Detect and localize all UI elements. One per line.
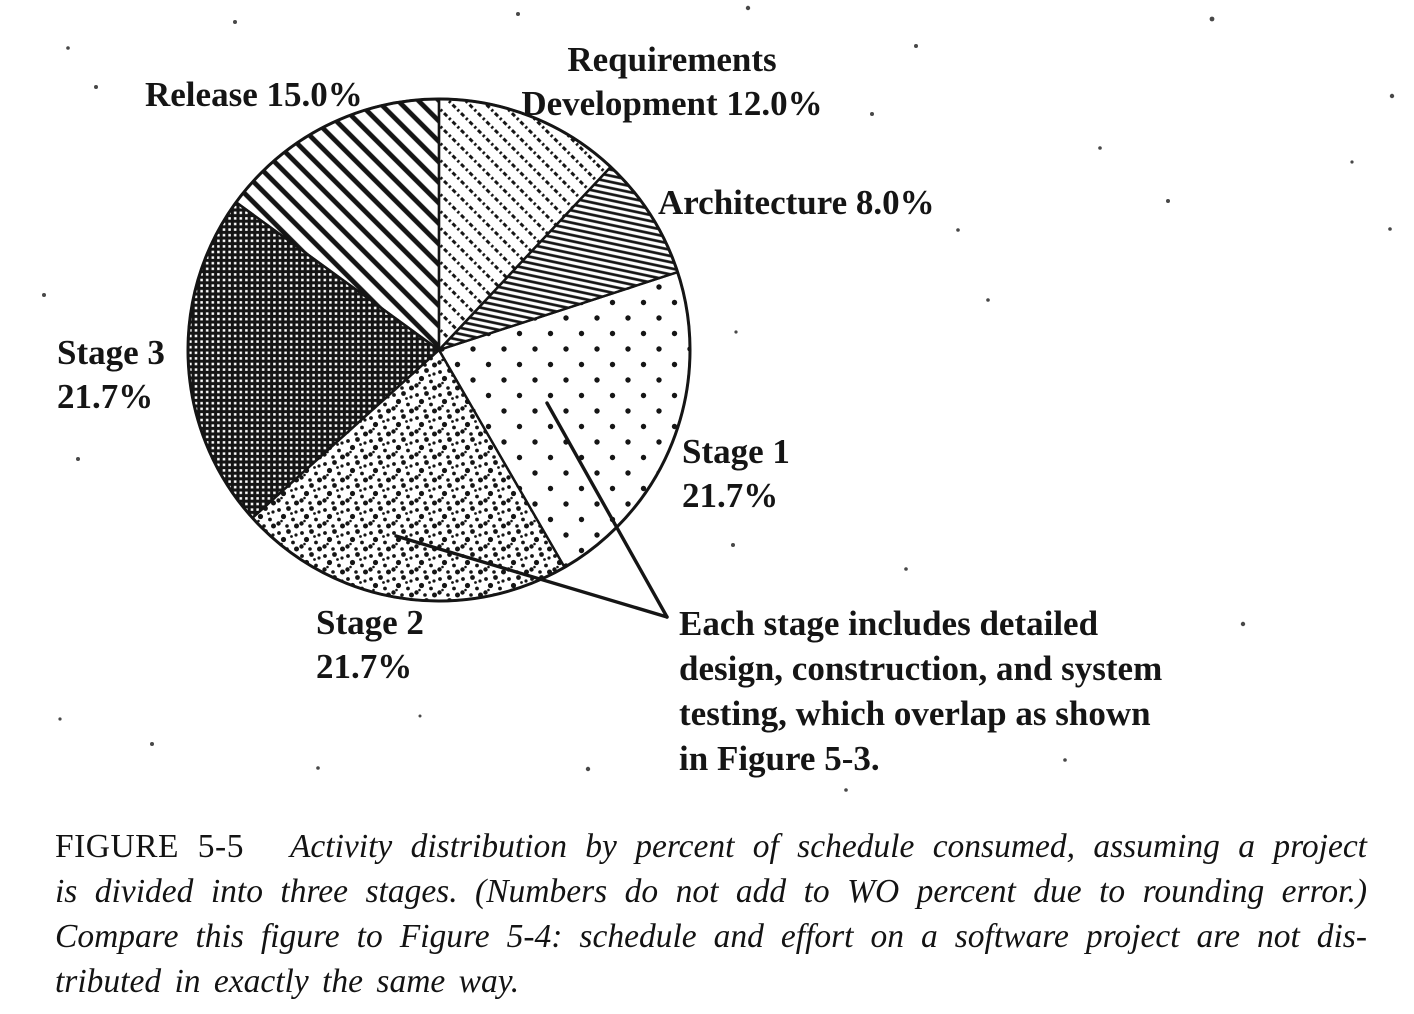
speckle-dot — [1350, 160, 1353, 163]
speckle-dot — [844, 788, 848, 792]
label-requirements-line2: Development 12.0% — [521, 84, 823, 123]
stage-annotation — [679, 601, 1162, 781]
caption-line-4: tributed in exactly the same way. — [55, 963, 520, 1000]
speckle-dot — [914, 44, 918, 48]
speckle-dot — [1241, 622, 1245, 626]
speckle-dot — [94, 85, 98, 89]
label-requirements-line1: Requirements — [567, 40, 777, 79]
label-stage1-line2: 21.7% — [682, 476, 779, 515]
speckle-dot — [58, 717, 61, 720]
label-stage-2 — [316, 601, 424, 689]
figure-number: FIGURE 5-5 — [55, 828, 244, 865]
speckle-dot — [42, 293, 46, 297]
label-stage2-line1: Stage 2 — [316, 603, 424, 642]
speckle-dot — [1098, 146, 1102, 150]
label-stage-1 — [682, 430, 790, 518]
annotation-line: design, construction, and system — [679, 649, 1163, 688]
label-requirements-development — [498, 38, 846, 126]
speckle-dot — [904, 567, 908, 571]
annotation-line: testing, which overlap as shown — [679, 694, 1151, 733]
label-stage3-line2: 21.7% — [57, 377, 154, 416]
annotation-line: Each stage includes detailed — [679, 604, 1099, 643]
annotation-line: in Figure 5-3. — [679, 739, 880, 778]
caption-line-1-text: Activity distribution by percent of schedule consumed, assuming a project — [289, 828, 1367, 865]
speckle-dot — [731, 543, 735, 547]
speckle-dot — [1166, 199, 1170, 203]
label-stage2-line2: 21.7% — [316, 647, 413, 686]
figure-caption — [55, 824, 1367, 1004]
caption-line-3: Compare this figure to Figure 5-4: schedule and effort on a software project are not dis- — [55, 918, 1367, 955]
speckle-dot — [233, 20, 237, 24]
speckle-dot — [586, 767, 590, 771]
caption-line-2: is divided into three stages. (Numbers do not add to WO percent due to rounding error.) — [55, 873, 1367, 910]
caption-line-1 — [55, 824, 1367, 869]
speckle-dot — [419, 715, 422, 718]
speckle-dot — [1210, 17, 1215, 22]
speckle-dot — [66, 46, 70, 50]
label-architecture: Architecture 8.0% — [658, 183, 935, 222]
speckle-dot — [956, 228, 960, 232]
label-stage-3 — [57, 331, 165, 419]
speckle-dot — [316, 766, 320, 770]
speckle-dot — [870, 112, 874, 116]
label-release: Release 15.0% — [145, 75, 363, 114]
speckle-dot — [76, 457, 80, 461]
speckle-dot — [516, 12, 520, 16]
speckle-dot — [1390, 94, 1394, 98]
speckle-dot — [734, 330, 737, 333]
speckle-dot — [1388, 227, 1392, 231]
label-stage1-line1: Stage 1 — [682, 432, 790, 471]
speckle-dot — [746, 6, 750, 10]
speckle-dot — [150, 742, 154, 746]
speckle-dot — [986, 298, 990, 302]
label-stage3-line1: Stage 3 — [57, 333, 165, 372]
